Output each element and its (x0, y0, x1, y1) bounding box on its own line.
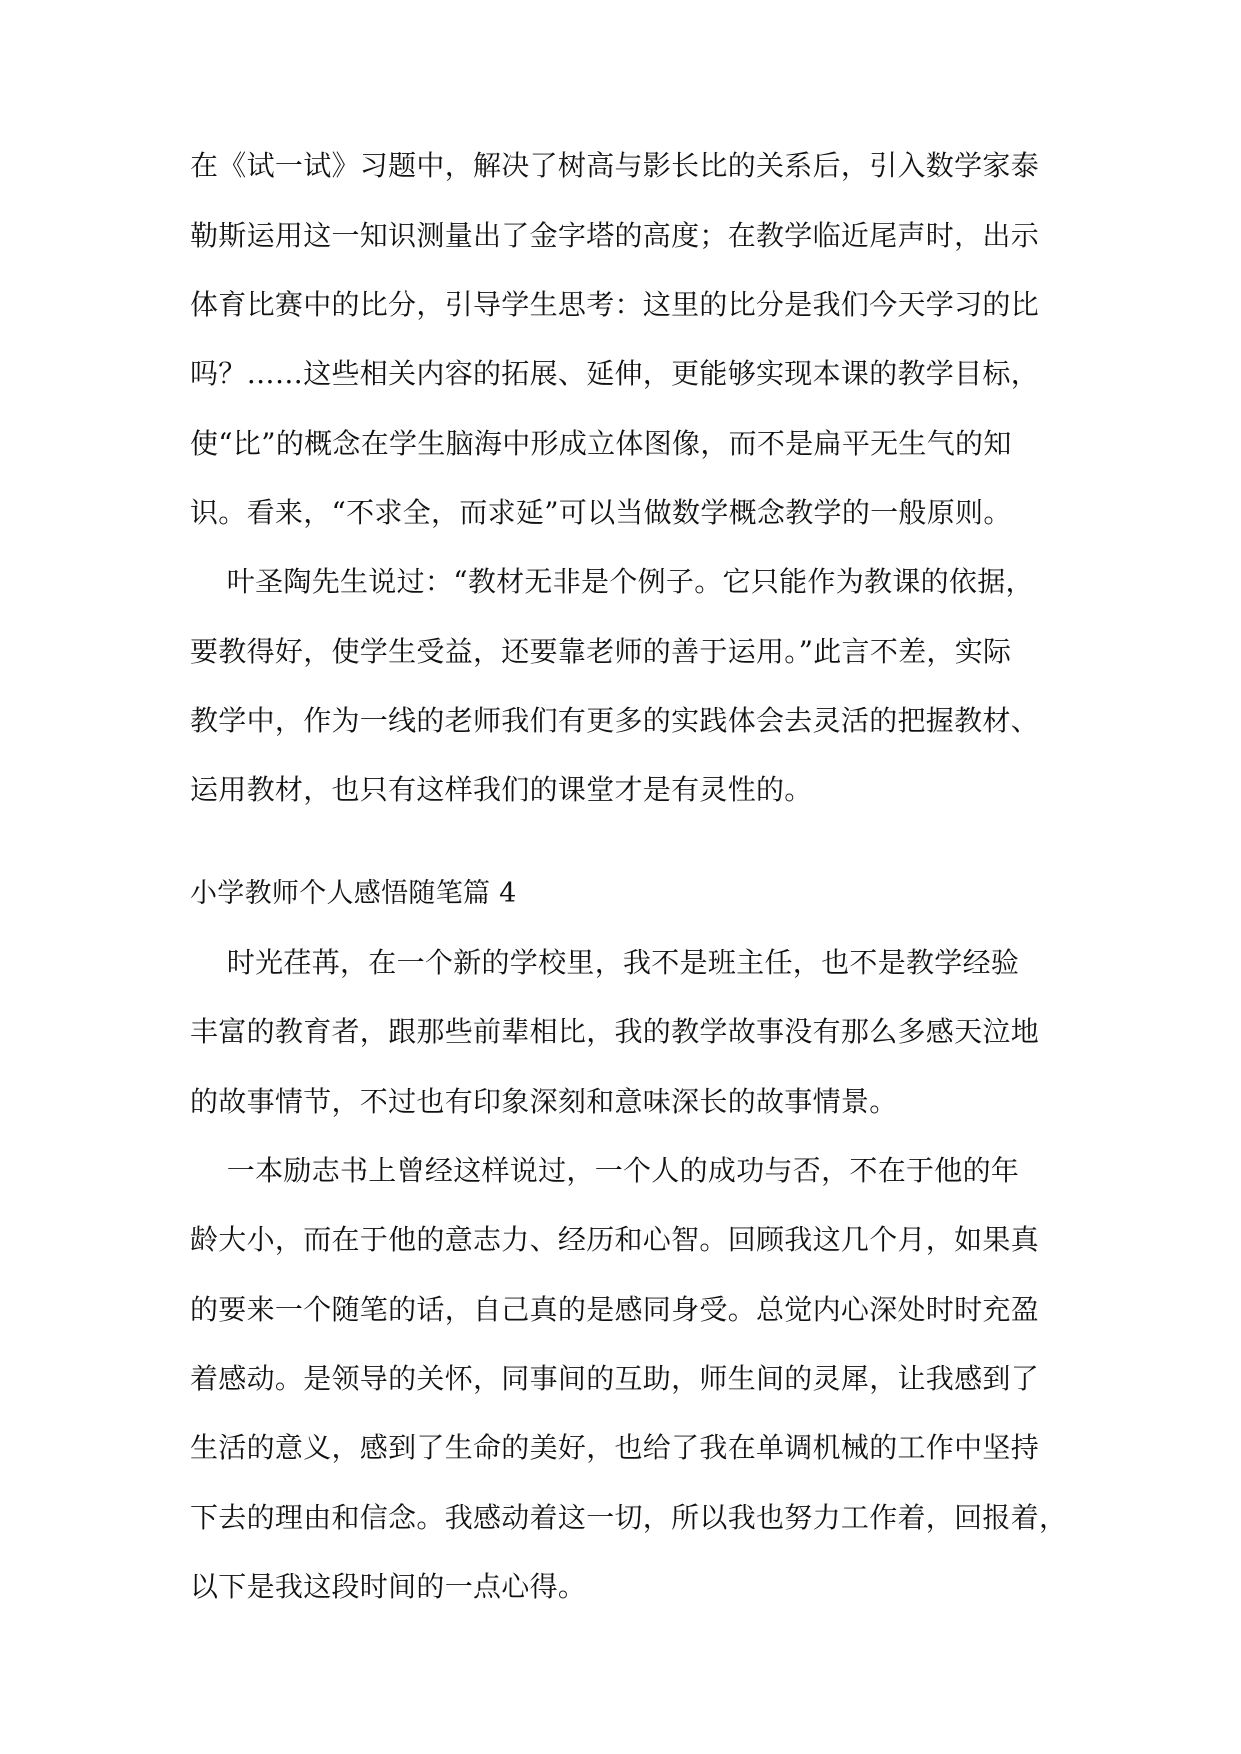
paragraph-line: 丰富的教育者，跟那些前辈相比，我的教学故事没有那么多感天泣地 (190, 1015, 1040, 1048)
paragraph-line: 龄大小，而在于他的意志力、经历和心智。回顾我这几个月，如果真 (190, 1223, 1040, 1256)
paragraph-line: 教学中，作为一线的老师我们有更多的实践体会去灵活的把握教材、 (190, 704, 1040, 737)
paragraph-line: 体育比赛中的比分，引导学生思考：这里的比分是我们今天学习的比 (190, 288, 1040, 321)
paragraph-line: 生活的意义，感到了生命的美好，也给了我在单调机械的工作中坚持 (190, 1431, 1040, 1464)
section-heading: 小学教师个人感悟随笔篇 4 (190, 878, 517, 909)
paragraph-line: 下去的理由和信念。我感动着这一切，所以我也努力工作着，回报着， (190, 1501, 1068, 1534)
paragraph-line: 使“比”的概念在学生脑海中形成立体图像，而不是扁平无生气的知 (190, 427, 1012, 460)
paragraph-line: 吗？……这些相关内容的拓展、延伸，更能够实现本课的教学目标， (190, 357, 1040, 390)
paragraph-line: 的故事情节，不过也有印象深刻和意味深长的故事情景。 (190, 1085, 898, 1118)
paragraph-line: 在《试一试》习题中，解决了树高与影长比的关系后，引入数学家泰 (190, 149, 1040, 182)
paragraph-line: 的要来一个随笔的话，自己真的是感同身受。总觉内心深处时时充盈 (190, 1293, 1040, 1326)
paragraph-line: 勒斯运用这一知识测量出了金字塔的高度；在教学临近尾声时，出示 (190, 219, 1040, 252)
paragraph-line: 要教得好，使学生受益，还要靠老师的善于运用。”此言不差，实际 (190, 635, 1012, 668)
paragraph-line: 以下是我这段时间的一点心得。 (190, 1570, 587, 1603)
paragraph-line: 识。看来，“不求全，而求延”可以当做数学概念教学的一般原则。 (190, 496, 1012, 529)
paragraph-line: 着感动。是领导的关怀，同事间的互助，师生间的灵犀，让我感到了 (190, 1362, 1040, 1395)
paragraph-line: 时光荏苒，在一个新的学校里，我不是班主任，也不是教学经验 (190, 946, 1020, 979)
paragraph-line: 一本励志书上曾经这样说过，一个人的成功与否，不在于他的年 (190, 1154, 1020, 1187)
paragraph-line: 叶圣陶先生说过：“教材无非是个例子。它只能作为教课的依据， (190, 565, 1034, 598)
paragraph-line: 运用教材，也只有这样我们的课堂才是有灵性的。 (190, 773, 813, 806)
